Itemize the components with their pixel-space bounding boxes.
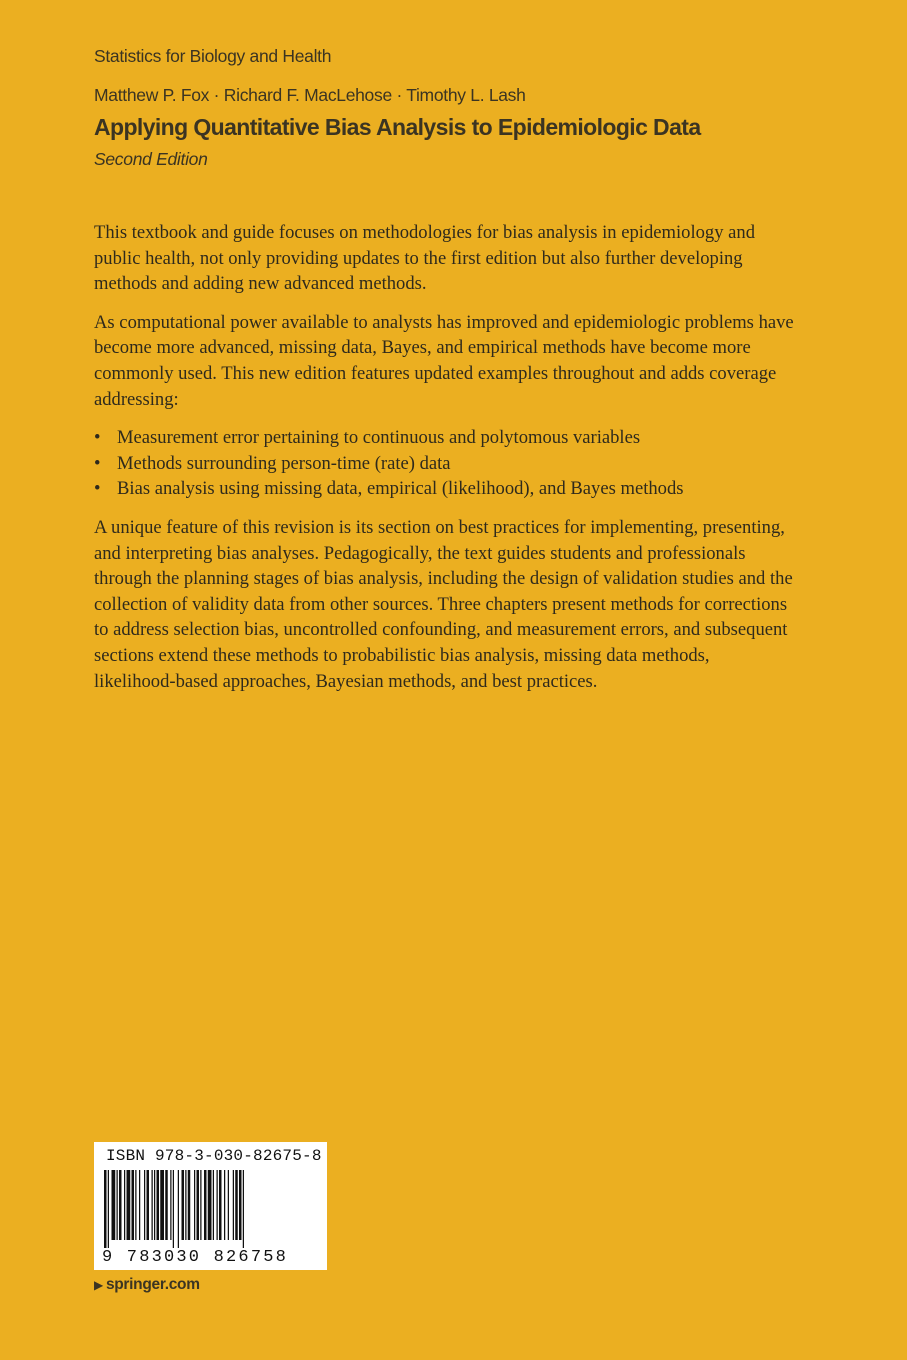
- barcode-bar: [119, 1170, 122, 1240]
- barcode-bar: [178, 1170, 179, 1248]
- publisher-url: springer.com: [105, 1276, 200, 1293]
- barcode-bar: [144, 1170, 145, 1240]
- barcode-bar: [228, 1170, 229, 1240]
- spine-stripe: [860, 0, 907, 1360]
- barcode-bar: [108, 1170, 109, 1248]
- barcode-bar: [160, 1170, 164, 1240]
- barcode-bar: [135, 1170, 136, 1240]
- list-item-text: Measurement error pertaining to continuous and polytomous variables: [117, 427, 641, 449]
- edition: Second Edition: [94, 149, 208, 169]
- barcode-bar: [200, 1170, 201, 1240]
- barcode-bar: [235, 1170, 238, 1240]
- barcode-bar: [157, 1170, 160, 1240]
- list-item: [94, 476, 794, 502]
- blurb-paragraph: This textbook and guide focuses on methodologies for bias analysis in epidemiology and public health, not only providing updates to the first edition but also further developing methods and adding new advanced methods.: [94, 222, 755, 295]
- authors: Matthew P. Fox · Richard F. MacLehose · Timothy L. Lash: [94, 85, 526, 105]
- barcode-bar: [185, 1170, 186, 1240]
- bullet-icon: •: [94, 452, 101, 474]
- isbn-barcode: [94, 1142, 327, 1270]
- barcode-bar: [224, 1170, 225, 1240]
- arrow-right-icon: ▶: [94, 1278, 103, 1292]
- barcode-bar: [132, 1170, 135, 1240]
- list-item-text: Bias analysis using missing data, empirical (likelihood), and Bayes methods: [117, 478, 684, 500]
- barcode-bar: [239, 1170, 242, 1240]
- barcode-bar: [208, 1170, 212, 1240]
- barcode-digits: 9 783030 826758: [102, 1248, 289, 1267]
- barcode-bar: [173, 1170, 174, 1248]
- isbn-label: ISBN 978-3-030-82675-8: [106, 1147, 322, 1165]
- barcode-bar: [154, 1170, 155, 1240]
- barcode-bar: [188, 1170, 191, 1240]
- barcode-bar: [165, 1170, 168, 1240]
- blurb-paragraph: As computational power available to analysts has improved and epidemiologic problems have become more advanced, missing data, Bayes, and empirical methods have become more commonly used. This new edition features updated examples throughout and adds coverage addressing:: [94, 311, 794, 410]
- barcode-bar: [197, 1170, 200, 1240]
- blurb: [94, 220, 794, 707]
- publisher-link[interactable]: [94, 1276, 200, 1294]
- bullet-icon: •: [94, 478, 101, 500]
- barcode-bar: [204, 1170, 207, 1240]
- list-item: [94, 425, 794, 451]
- barcode-bar: [243, 1170, 244, 1248]
- blurb-paragraph: A unique feature of this revision is its section on best practices for implementing, presenting, and interpreting bias analyses. Pedagogically, the text guides students and professionals through the planning stages of bias analysis, including the design of validation studies and the collection of validity data from other sources. Three chapters present methods for corrections to address selection bias, uncontrolled confounding, and measurement errors, and subsequent sections extend these methods to probabilistic bias analysis, missing data methods, likelihood-based approaches, Bayesian methods, and best practices.: [94, 516, 793, 692]
- barcode-bar: [233, 1170, 234, 1240]
- barcode-bar: [104, 1170, 107, 1248]
- barcode-bar: [112, 1170, 116, 1240]
- barcode-bar: [147, 1170, 150, 1240]
- barcode-bar: [127, 1170, 131, 1240]
- barcode-bar: [170, 1170, 171, 1240]
- barcode-bar: [219, 1170, 222, 1240]
- barcode-bar: [213, 1170, 214, 1240]
- list-item: [94, 451, 794, 477]
- barcode-bar: [117, 1170, 118, 1240]
- barcode-bar: [217, 1170, 218, 1240]
- coverage-list: [94, 425, 794, 502]
- barcode-bar: [194, 1170, 195, 1240]
- barcode-bar: [182, 1170, 185, 1240]
- bullet-icon: •: [94, 427, 101, 449]
- barcode-bar: [152, 1170, 153, 1240]
- list-item-text: Methods surrounding person-time (rate) data: [117, 452, 451, 474]
- barcode-bars: [102, 1170, 319, 1248]
- series-name: Statistics for Biology and Health: [94, 46, 332, 66]
- barcode-bar: [139, 1170, 140, 1240]
- book-title: Applying Quantitative Bias Analysis to Epidemiologic Data: [94, 114, 701, 140]
- barcode-bar: [124, 1170, 125, 1240]
